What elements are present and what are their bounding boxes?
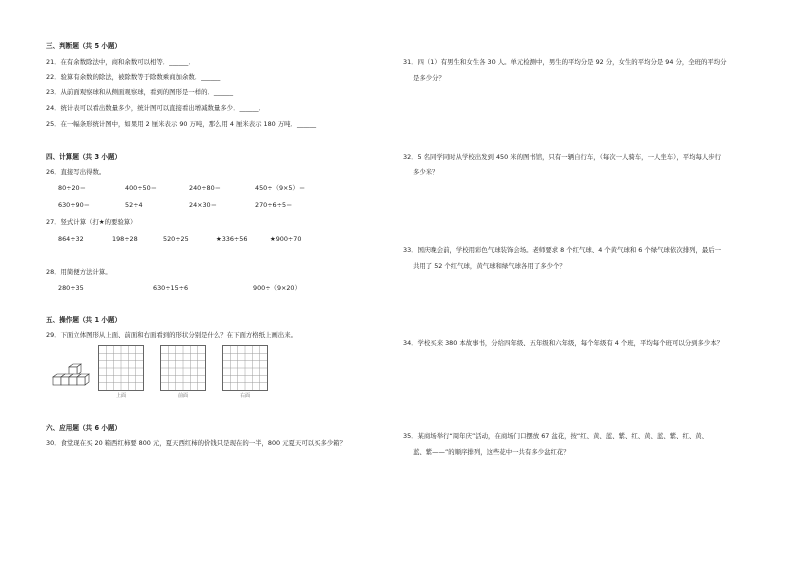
view-label-top: 上面 — [116, 393, 127, 399]
question-23: 23．从前面观察球和从侧面观察球，看到的图形是一样的．______ — [46, 88, 234, 96]
vertical-calc-item: ★336÷56 — [216, 235, 248, 243]
simple-calc-item: 280÷35 — [58, 284, 84, 292]
question-24: 24．统计表可以看出数量多少，统计图可以直接看出增减数量多少．______． — [46, 104, 266, 112]
grid-front-view[interactable] — [160, 345, 206, 391]
question-32-line-1: 32．5 名同学同时从学校出发到 450 米的图书馆，只有一辆自行车，（每次一人骑车，一人坐车），平均每人步行 — [403, 153, 722, 161]
vertical-calc-item: 864÷32 — [58, 235, 84, 243]
question-21: 21．在有余数除法中，商和余数可以相等．______． — [46, 58, 195, 66]
question-26: 26．直接写出得数。 — [46, 168, 106, 176]
section-application-title: 六、应用题（共 6 小题） — [46, 424, 122, 432]
vertical-calc-item: ★900÷70 — [270, 235, 302, 243]
calc-item: 52÷4 — [125, 201, 143, 209]
vertical-calc-item: 520÷25 — [163, 235, 189, 243]
question-34: 34．学校买来 380 本故事书，分给四年级、五年级和六年级，每个年级有 4 个班，平均每个班可以分到多少本？ — [403, 339, 724, 347]
view-label-right: 右面 — [240, 393, 251, 399]
question-32-line-2: 多少米？ — [413, 168, 439, 176]
section-calculation-title: 四、计算题（共 3 小题） — [46, 153, 122, 161]
calc-item: 400÷50＝ — [125, 184, 158, 192]
calc-item: 24×30＝ — [189, 201, 218, 209]
section-operation-title: 五、操作题（共 1 小题） — [46, 316, 122, 324]
question-22: 22．验算有余数的除法，被除数等于除数乘商加余数．______ — [46, 73, 221, 81]
calc-row-1 — [0, 184, 400, 193]
question-29: 29．下面立体图形从上面、前面和右面看到的形状分别是什么？在下面方格纸上画出来。 — [46, 331, 297, 339]
question-33-line-1: 33．国庆晚会前，学校用彩色气球装饰会场。老师要求 8 个红气球、4 个黄气球和 6 个绿气球依次排列，最后一 — [403, 246, 722, 254]
calc-item: 80÷20＝ — [58, 184, 87, 192]
grid-right-view[interactable] — [222, 345, 268, 391]
question-25: 25．在一幅条形统计图中，如果用 2 厘米表示 90 万吨，那么用 4 厘米表示 180 万吨．______ — [46, 120, 317, 128]
question-27: 27．竖式计算（打★的要验算） — [46, 218, 137, 226]
simple-calc-row — [0, 284, 400, 293]
question-35-line-2: 蓝、紫——”的顺序排列，这些花中一共有多少盆红花？ — [413, 448, 570, 456]
vertical-calc-row — [0, 235, 400, 244]
question-31-line-1: 31．四（1）有男生和女生各 30 人。单元检测中，男生的平均分是 92 分，女生的平均分是 94 分，全班的平均分 — [403, 58, 727, 66]
cube-solid-figure — [50, 363, 98, 389]
vertical-calc-item: 198÷28 — [112, 235, 138, 243]
question-31-line-2: 是多少分？ — [413, 74, 445, 82]
question-35-line-1: 35．某商场举行“周年庆”活动，在商场门口摆放 67 盆花，按“红、黄、蓝、紫、红、黄、蓝、紫、红、黄、 — [403, 432, 709, 440]
question-30: 30．食堂现在买 20 箱西红柿要 800 元，夏天西红柿的价钱只是现在的一半，800 元夏天可以买多少箱？ — [46, 439, 347, 447]
calc-item: 450÷（9×5）＝ — [255, 184, 306, 192]
question-28: 28．用简便方法计算。 — [46, 268, 112, 276]
simple-calc-item: 630÷15÷6 — [153, 284, 189, 292]
view-label-front: 前面 — [178, 393, 189, 399]
calc-item: 630÷90＝ — [58, 201, 91, 209]
calc-item: 270÷6÷5＝ — [255, 201, 293, 209]
section-judgement-title: 三、判断题（共 5 小题） — [46, 42, 122, 50]
calc-item: 240÷80＝ — [189, 184, 222, 192]
grid-top-view[interactable] — [98, 345, 144, 391]
simple-calc-item: 900÷（9×20） — [253, 284, 301, 292]
question-33-line-2: 共用了 52 个红气球，黄气球和绿气球各用了多少个？ — [413, 262, 566, 270]
calc-row-2 — [0, 201, 400, 210]
